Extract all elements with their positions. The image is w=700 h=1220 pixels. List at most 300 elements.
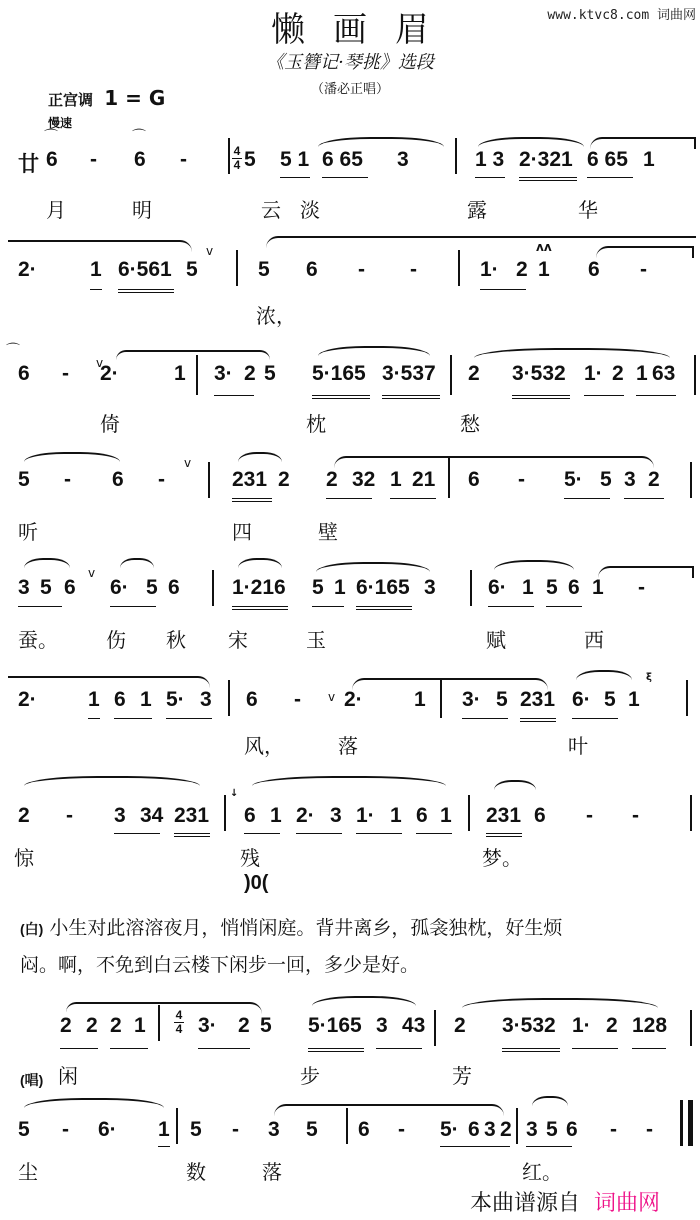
note-group: 2 [110,1014,122,1037]
note-group: 2 [500,1118,512,1141]
dialogue-line-1: 小生对此溶溶夜月，悄悄闲庭。背井离乡，孤衾独枕，好生烦 [49,917,563,939]
note-group: 3· [198,1014,217,1037]
interlude-rest: )0( [244,872,269,894]
tempo-marking: 慢速 [48,116,73,130]
note-group: 3 [18,576,30,599]
slur [462,998,658,1008]
note-group: 6 [244,804,256,827]
lyric-char: 尘 [18,1160,38,1184]
note-group: - [410,258,417,281]
underline [519,177,577,178]
note-group: 1 [592,576,604,599]
underline [440,1146,510,1147]
breath-mark-icon: v [96,356,104,370]
note-group: 2· [296,804,315,827]
note-group: 5 1 [280,148,310,171]
lyric-char: 四 [232,520,252,544]
note-group: 34 [140,804,164,827]
underline [584,395,624,396]
tie-bracket [598,566,694,578]
slur [494,560,574,570]
note-group: 5 [18,1118,30,1141]
bar-line [212,570,214,606]
underline [624,498,664,499]
underline [110,1048,148,1049]
slur [494,780,536,790]
note-group: 6 [46,148,58,171]
underline [118,289,174,290]
note-group: 231 [520,688,556,711]
underline [18,606,62,607]
note-group: - [586,804,593,827]
note-group: 2· [18,688,37,711]
note-group: 2 [278,468,290,491]
bar-line [450,355,452,395]
fermata-icon: ⌒ [44,129,58,145]
note-group: 32 [352,468,376,491]
source-footer [470,1186,660,1217]
song-subtitle: 《玉簪记·琴挑》选段 [266,52,434,73]
underline [174,836,210,837]
note-group: - [398,1118,405,1141]
note-group: - [358,258,365,281]
lyric-char: 浓， [256,304,296,328]
lyric-char: 残 [240,846,260,870]
bar-line [224,795,226,831]
note-group: 2·321 [519,148,573,171]
note-group: - [158,468,165,491]
note-group: 2 [606,1014,618,1037]
tie-bracket [334,456,654,468]
note-group: 1 [134,1014,146,1037]
note-group: 5· [166,688,185,711]
note-group: 2 [60,1014,72,1037]
note-group: 1· [480,258,499,281]
note-group: 3 [268,1118,280,1141]
watermark-url: www.ktvc8.com 词曲网 [547,8,696,23]
note-group: 1 3 [475,148,505,171]
underline [572,718,618,719]
bar-line [470,570,472,606]
note-group: - [646,1118,653,1141]
lyric-char: 愁 [460,412,480,436]
underline [198,1048,250,1049]
note-group: 5·165 [308,1014,362,1037]
glissando-icon: ⌒ [6,343,20,359]
tie-bracket [66,1002,262,1014]
bar-line [694,355,696,395]
note-group: 3 [484,1118,496,1141]
slur [24,776,200,786]
bar-line [690,1010,692,1046]
note-group: 6 [534,804,546,827]
lyric-char: 蚕。 [18,628,58,652]
note-group: 6 [588,258,600,281]
key-signature [48,86,165,110]
note-group: 6· [98,1118,117,1141]
note-group: 1·216 [232,576,286,599]
underline [232,606,288,607]
slur [316,562,430,572]
lyric-char: 宋 [228,628,248,652]
slur [312,996,416,1006]
fermata-icon: ⌒ [132,129,146,145]
note-group: 1· [584,362,603,385]
underline [520,721,556,722]
note-group: - [632,804,639,827]
bar-line [346,1108,348,1144]
lyric-char: 红。 [522,1160,562,1184]
spoken-tag: (白) [20,921,44,937]
underline [382,395,440,396]
note-group: 5 [546,576,558,599]
underline [475,177,505,178]
note-group: 2 [244,362,256,385]
underline [174,833,210,834]
note-group: - [90,148,97,171]
time-signature: 4 4 [175,1008,183,1036]
note-group: 3 [624,468,636,491]
lyric-char: 落 [338,734,358,758]
slur [318,346,430,356]
note-group: 5 [264,362,276,385]
slur [474,348,670,358]
lyric-char: 秋 [166,628,186,652]
underline [280,177,310,178]
underline [356,833,402,834]
tie-bracket [590,137,696,149]
bar-line [440,678,442,718]
note-group: 6·165 [356,576,410,599]
note-group: 1 [522,576,534,599]
underline [502,1051,560,1052]
underline [512,395,570,396]
lyric-char: 露 [467,198,487,222]
underline [158,1146,170,1147]
lyric-char: 月 [46,198,66,222]
bar-line [196,355,198,395]
lyric-char: 数 [186,1160,206,1184]
note-group: 6 65 [322,148,363,171]
breath-mark-icon: v [206,244,214,258]
underline [502,1048,560,1049]
tie-bracket [8,240,192,252]
breath-mark-icon: v [328,690,336,704]
note-group: 231 [174,804,210,827]
lyric-char: 淡 [300,198,320,222]
note-group: 5 [604,688,616,711]
note-group: 6 [468,468,480,491]
lyric-char: 明 [132,198,152,222]
underline [356,606,412,607]
note-group: 3·532 [512,362,566,385]
note-group: 2 [86,1014,98,1037]
note-group: 2 [18,804,30,827]
note-group: 3·537 [382,362,436,385]
note-group: - [610,1118,617,1141]
note-group: 1 [390,804,402,827]
note-group: 1 [440,804,452,827]
slur [24,558,70,568]
underline [520,718,556,719]
note-group: 1 [538,258,550,281]
note-group: 5 [260,1014,272,1037]
spoken-dialogue [20,910,670,983]
lyric-char: 华 [578,198,598,222]
underline [587,177,633,178]
underline [60,1048,98,1049]
underline [486,833,522,834]
singer-credit: （潘必正唱） [310,82,389,97]
note-group: - [66,804,73,827]
song-title: 懒画眉 [271,10,457,50]
dialogue-line-2: 闷。啊，不免到白云楼下闲步一回，多少是好。 [20,954,420,976]
final-bar-line [680,1100,683,1146]
underline [480,289,526,290]
underline [232,498,272,499]
note-group: 6 [566,1118,578,1141]
lyric-char: 步 [300,1064,320,1088]
grace-note-icon: ↓ [230,788,239,799]
note-group: 6 [112,468,124,491]
lyric-char: 伤 [106,628,126,652]
slur [252,776,446,786]
note-group: 2 [468,362,480,385]
underline [326,498,372,499]
source-brand-link[interactable]: 词曲网 [594,1190,661,1215]
key-value: 1 = G [104,86,166,110]
note-group: - [64,468,71,491]
slur [478,137,584,147]
note-group: 1 [636,362,648,385]
note-group: 5 [186,258,198,281]
bar-line [176,1108,178,1144]
note-group: 5 [244,148,256,171]
bar-line [158,1005,160,1041]
underline [88,718,100,719]
bar-line [690,462,692,498]
note-group: 廿 [18,153,39,176]
note-group: 6· [110,576,129,599]
underline [636,395,676,396]
note-group: 1 [88,688,100,711]
underline [312,606,344,607]
note-group: - [62,1118,69,1141]
bar-line [455,138,457,174]
note-group: - [638,576,645,599]
lyric-char: 赋 [486,628,506,652]
note-group: 6 [18,362,30,385]
note-group: 5 [190,1118,202,1141]
note-group: 5 [146,576,158,599]
note-group: - [518,468,525,491]
underline [572,1048,618,1049]
note-group: 1 [334,576,346,599]
note-group: 6 [468,1118,480,1141]
note-group: 5 [496,688,508,711]
note-group: 1 [643,148,655,171]
bar-line [228,138,230,174]
note-group: 1· [572,1014,591,1037]
note-group: 128 [632,1014,668,1037]
slur [24,1098,164,1108]
underline [114,718,152,719]
underline [486,836,522,837]
note-group: - [294,688,301,711]
note-group: 2 [454,1014,466,1037]
underline [322,177,368,178]
slur [24,452,120,462]
underline [376,1048,422,1049]
bar-line [686,680,688,716]
underline [308,1051,364,1052]
underline [356,609,412,610]
note-group: 6 [168,576,180,599]
underline [312,395,370,396]
note-group: 5 [546,1118,558,1141]
note-group: 6 65 [587,148,628,171]
lyric-char: 玉 [306,628,326,652]
note-group: 2· [100,362,119,385]
note-group: 5·165 [312,362,366,385]
underline [244,833,280,834]
note-group: - [232,1118,239,1141]
bar-line [448,456,450,498]
lyric-char: 叶 [568,734,588,758]
note-group: 3 [114,804,126,827]
bar-line [434,1010,436,1046]
underline [512,398,570,399]
underline [632,1048,666,1049]
note-group: 6 [416,804,428,827]
note-group: - [640,258,647,281]
underline [488,606,534,607]
note-group: 1 [390,468,402,491]
note-group: 231 [232,468,268,491]
note-group: 6 [134,148,146,171]
note-group: 231 [486,804,522,827]
underline [166,718,212,719]
note-group: 5 [258,258,270,281]
note-group: 3 [200,688,212,711]
underline [564,498,610,499]
note-group: 3·532 [502,1014,556,1037]
note-group: 1 [140,688,152,711]
slur [238,452,282,462]
bar-line [516,1108,518,1144]
note-group: 6 [358,1118,370,1141]
bar-line [236,250,238,286]
tie-bracket [8,676,210,688]
underline [232,501,272,502]
underline [90,289,102,290]
note-group: 63 [652,362,676,385]
note-group: 3 [330,804,342,827]
underline [214,395,254,396]
lyric-char: 壁 [318,520,338,544]
underline [232,609,288,610]
lyric-char: 落 [262,1160,282,1184]
slur [116,350,270,360]
note-group: 1 [158,1118,170,1141]
note-group: 21 [412,468,436,491]
underline [519,180,577,181]
note-group: 3 [526,1118,538,1141]
note-group: 5 [18,468,30,491]
underline [296,833,342,834]
note-group: - [180,148,187,171]
time-signature: 4 4 [233,144,241,172]
note-group: 3 [397,148,409,171]
bar-line [228,680,230,716]
slur [238,558,282,568]
slur [318,137,444,147]
sung-tag: (唱) [20,1072,44,1088]
note-group: 5 [600,468,612,491]
lyric-char: 芳 [452,1064,472,1088]
note-group: 2· [344,688,363,711]
note-group: 5 [40,576,52,599]
lyric-char: 西 [584,628,604,652]
note-group: 1 [174,362,186,385]
note-group: 3· [462,688,481,711]
note-group: 6 [114,688,126,711]
note-group: 6· [488,576,507,599]
note-group: 6· [572,688,591,711]
bar-line [208,462,210,498]
tie-bracket [352,678,548,690]
note-group: 5· [440,1118,459,1141]
note-group: 5· [564,468,583,491]
note-group: 1 [90,258,102,281]
bar-line [690,795,692,831]
underline [312,398,370,399]
note-group: 2 [516,258,528,281]
note-group: 1 [270,804,282,827]
underline [390,498,436,499]
slur [532,1096,568,1106]
lyric-char: 风， [244,734,284,758]
note-group: - [62,362,69,385]
note-group: 6 [246,688,258,711]
lyric-char: 云 [261,198,281,222]
lyric-char: 梦。 [482,846,522,870]
note-group: 6 [568,576,580,599]
breath-mark-icon: v [184,456,192,470]
note-group: 2 [238,1014,250,1037]
underline [546,606,582,607]
underline [526,1146,572,1147]
note-group: 3 [424,576,436,599]
bar-line [468,795,470,831]
bar-line [458,250,460,286]
underline [110,606,156,607]
key-mode: 正宫调 [48,91,94,109]
note-group: 3 [376,1014,388,1037]
underline [416,833,452,834]
note-group: 1 [414,688,426,711]
slur [120,558,154,568]
source-label: 本曲谱源自 [470,1190,581,1215]
note-group: 2 [612,362,624,385]
note-group: 1 [628,688,640,711]
mordent-icon: ʌʌ [536,240,552,254]
note-group: 6 [306,258,318,281]
lyric-char: 惊 [14,846,34,870]
lyric-char: 闲 [58,1064,78,1088]
lyric-char: 听 [18,520,38,544]
breath-mark-icon: v [88,566,96,580]
